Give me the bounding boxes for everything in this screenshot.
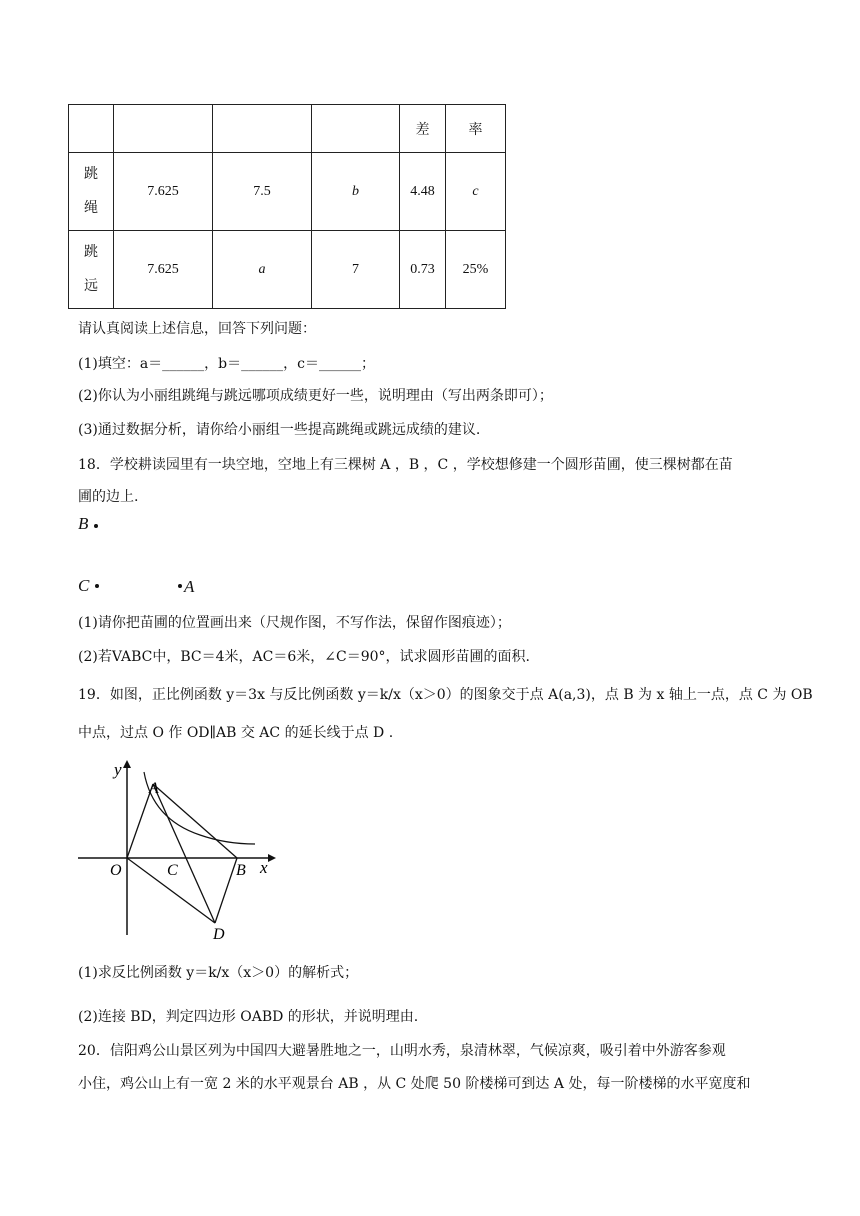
table-row — [69, 153, 506, 231]
table-cell: 7 — [312, 231, 400, 309]
row-label-text: 跳远 — [84, 244, 98, 294]
header-cell — [312, 105, 400, 153]
table-cell: c — [446, 153, 506, 231]
q18-stem-line1: 18．学校耕读园里有一块空地，空地上有三棵树 A ，B ，C ，学校想修建一个圆形苗圃，使三棵树都在苗 — [78, 457, 733, 473]
header-cell — [213, 105, 312, 153]
q17-intro: 请认真阅读上述信息，回答下列问题： — [78, 321, 316, 337]
q19-stem-line1: 19．如图，正比例函数 y＝3x 与反比例函数 y＝k/x（x＞0）的图象交于点 A(a,3)，点 B 为 x 轴上一点，点 C 为 OB — [78, 687, 813, 703]
point-d-label: D — [213, 926, 225, 943]
statistics-table — [68, 104, 506, 309]
table-cell: a — [213, 231, 312, 309]
q17-part3: (3)通过数据分析，请你给小丽组一些提高跳绳或跳远成绩的建议. — [78, 422, 481, 438]
x-axis-arrow — [268, 854, 276, 862]
point-b-label: B — [236, 862, 246, 879]
function-figure — [70, 755, 290, 945]
table-cell: 4.48 — [400, 153, 446, 231]
table-row — [69, 231, 506, 309]
q17-part1: (1)填空：a＝______，b＝______，c＝______； — [78, 356, 375, 372]
point-a-label: A — [149, 780, 159, 797]
table-cell: 0.73 — [400, 231, 446, 309]
table-cell: b — [312, 153, 400, 231]
segment-bd — [215, 858, 237, 923]
y-axis-arrow — [123, 760, 131, 768]
q20-stem-line2: 小住，鸡公山上有一宽 2 米的水平观景台 AB ，从 C 处爬 50 阶楼梯可到达 A 处，每一阶楼梯的水平宽度和 — [78, 1076, 751, 1092]
point-c-label: C — [167, 862, 178, 879]
header-cell — [114, 105, 213, 153]
header-cell: 差 — [400, 105, 446, 153]
table-cell: 7.5 — [213, 153, 312, 231]
table-cell: 25% — [446, 231, 506, 309]
q19-part1: (1)求反比例函数 y＝k/x（x＞0）的解析式； — [78, 965, 359, 981]
q19-part2: (2)连接 BD，判定四边形 OABD 的形状，并说明理由. — [78, 1009, 419, 1025]
point-o-label: O — [110, 862, 122, 879]
segment-ab — [153, 784, 237, 858]
segment-ad — [153, 784, 215, 923]
q20-stem-line1: 20．信阳鸡公山景区列为中国四大避暑胜地之一，山明水秀，泉清林翠，气候凉爽，吸引着中外游客参观 — [78, 1043, 726, 1059]
row-label — [69, 153, 114, 231]
q19-stem-line2: 中点，过点 O 作 OD∥AB 交 AC 的延长线于点 D . — [78, 725, 394, 741]
x-label: x — [260, 858, 268, 877]
hyperbola-curve — [144, 772, 255, 844]
tree-c-label: C — [78, 576, 90, 595]
q17-part2: (2)你认为小丽组跳绳与跳远哪项成绩更好一些，说明理由（写出两条即可）； — [78, 388, 553, 404]
row-label — [69, 231, 114, 309]
tree-a-label: A — [184, 577, 195, 596]
table-header-row — [69, 105, 506, 153]
tree-a-dot — [178, 584, 182, 588]
tree-b-label: B — [78, 514, 89, 533]
q18-part2: (2)若VABC中，BC＝4米，AC＝6米，∠C＝90°，试求圆形苗圃的面积. — [78, 649, 530, 665]
header-cell — [69, 105, 114, 153]
table-cell: 7.625 — [114, 231, 213, 309]
header-cell: 率 — [446, 105, 506, 153]
q18-stem-line2: 圃的边上. — [78, 489, 139, 505]
tree-b-dot — [94, 524, 98, 528]
tree-c-dot — [95, 584, 99, 588]
table-cell: 7.625 — [114, 153, 213, 231]
row-label-text: 跳绳 — [84, 166, 98, 216]
q18-part1: (1)请你把苗圃的位置画出来（尺规作图，不写作法，保留作图痕迹）； — [78, 615, 511, 631]
y-label: y — [114, 760, 122, 779]
